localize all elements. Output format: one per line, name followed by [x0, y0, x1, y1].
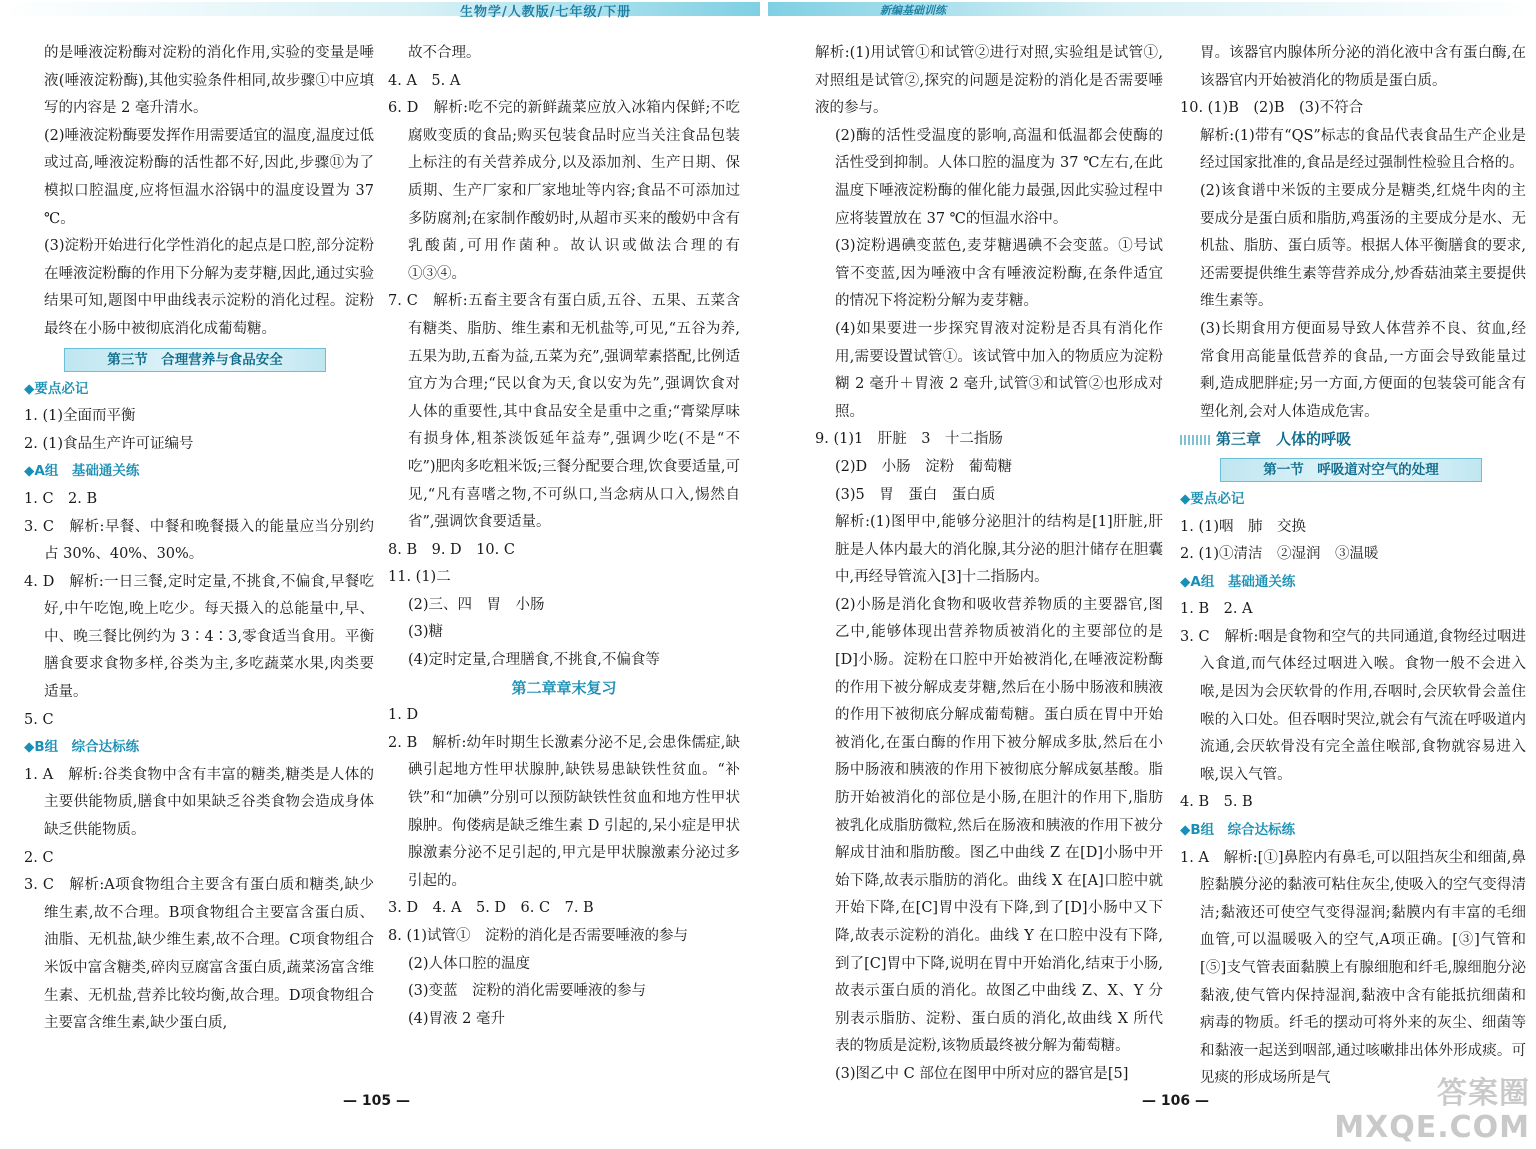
answer-item: 7. C 解析:五畜主要含有蛋白质,五谷、五果、五菜含有糖类、脂肪、维生素和无机盐等,可见,“五谷为养,五果为助,五畜为益,五菜为充”,强调荤素搭配,比例适宜方为合理;“民以食为天,食以安为先”,强调饮食对人体的重要性,其中食品安全是重中之重;“膏粱厚味有损身体,粗茶淡饭延年益寿”,强调少吃(不是“不吃”)肥肉多吃粗米饭;三餐分配要合理,饮食要适量,可见,“凡有喜嗜之物,不可纵口,当念病从口入,惕然自省”,强调饮食要适量。 — [388, 293, 740, 531]
section-heading: 第三节 合理营养与食品安全 — [64, 348, 326, 372]
subheading-yaodian: ◆要点必记 — [24, 380, 89, 397]
answer-subitem: (4)定时定量,合理膳食,不挑食,不偏食等 — [408, 652, 660, 669]
subheading-yaodian: ◆要点必记 — [1180, 490, 1245, 507]
text-paragraph: (2)该食谱中米饭的主要成分是糖类,红烧牛肉的主要成分是蛋白质和脂肪,鸡蛋汤的主要成分是水、无机盐、脂肪、蛋白质等。根据人体平衡膳食的要求,还需要提供维生素等营养成分,炒香菇油菜主要提供维生素等。 — [1200, 182, 1526, 310]
text-paragraph: 故不合理。 — [408, 45, 481, 61]
text-paragraph: (3)图乙中 C 部位在图甲中所对应的器官是[5] — [835, 1065, 1129, 1082]
answer-subitem: (2)人体口腔的温度 — [408, 955, 531, 972]
column-4 — [1180, 40, 1526, 1093]
subheading-b-group: ◆B组 综合达标练 — [24, 739, 140, 756]
answer-item: 8. (1)试管① 淀粉的消化是否需要唾液的参与 — [388, 928, 688, 944]
answer-item: 1. A 解析:[①]鼻腔内有鼻毛,可以阻挡灰尘和细菌,鼻腔黏膜分泌的黏液可粘住灰尘,使吸入的空气变得清洁;黏液还可使空气变得湿润;黏膜内有丰富的毛细血管,可以温暖吸入的空气,A项正确。[③]气管和[⑤]支气管表面黏膜上有腺细胞和纤毛,腺细胞分泌黏液,使气管内保持湿润,黏液中含有能抵抗细菌和病毒的物质。纤毛的摆动可将外来的灰尘、细菌等和黏液一起送到咽部,通过咳嗽排出体外形成痰。可见痰的形成场所是气 — [1180, 849, 1526, 1087]
answer-subitem: (2)D 小肠 淀粉 葡萄糖 — [835, 458, 1013, 475]
watermark-bottom: MXQE.COM — [1334, 1110, 1530, 1145]
text-paragraph: (3)淀粉开始进行化学性消化的起点是口腔,部分淀粉在唾液淀粉酶的作用下分解为麦芽糖,因此,通过实验结果可知,题图中甲曲线表示淀粉的消化过程。淀粉最终在小肠中被彻底消化成葡萄糖。 — [44, 238, 374, 337]
section-heading: 第一节 呼吸道对空气的处理 — [1220, 458, 1482, 482]
text-paragraph: (3)淀粉遇碘变蓝色,麦芽糖遇碘不会变蓝。①号试管不变蓝,因为唾液中含有唾液淀粉酶,在条件适宜的情况下将淀粉分解为麦芽糖。 — [835, 238, 1163, 310]
watermark-logo — [1334, 1077, 1530, 1145]
answer-item: 8. B 9. D 10. C — [388, 541, 515, 558]
text-paragraph: 解析:(1)带有“QS”标志的食品代表食品生产企业是经过国家批准的,食品是经过强制性检验且合格的。 — [1200, 127, 1526, 172]
chapter-heading — [1180, 426, 1526, 454]
subheading-a-group: ◆A组 基础通关练 — [24, 463, 140, 480]
answer-item: 2. (1)食品生产许可证编号 — [24, 435, 194, 452]
chapter-bar-icon — [1180, 435, 1210, 445]
page-number-left: — 105 — — [343, 1093, 410, 1109]
chapter-review-heading: 第二章章末复习 — [511, 678, 617, 697]
answer-item: 3. D 4. A 5. D 6. C 7. B — [388, 900, 594, 917]
answer-item: 1. (1)全面而平衡 — [24, 408, 136, 425]
answer-subitem: (3)糖 — [408, 624, 444, 641]
answer-item: 2. C — [24, 849, 54, 866]
answer-item: 9. (1)1 肝脏 3 十二指肠 — [815, 431, 1003, 448]
answer-item: 1. (1)咽 肺 交换 — [1180, 518, 1306, 535]
answer-item: 3. C 解析:咽是食物和空气的共同通道,食物经过咽进入食道,而气体经过咽进入喉。食物一般不会进入喉,是因为会厌软骨的作用,吞咽时,会厌软骨会盖住喉的入口处。但吞咽时哭泣,就会有气流在呼吸道内流通,会厌软骨没有完全盖住喉部,食物就容易进入喉,误入气管。 — [1180, 628, 1526, 783]
answer-item: 2. B 解析:幼年时期生长激素分泌不足,会患侏儒症,缺碘引起地方性甲状腺肿,缺铁易患缺铁性贫血。“补铁”和“加碘”分别可以预防缺铁性贫血和地方性甲状腺肿。佝偻病是缺乏维生素 D 引起的,呆小症是甲状腺激素分泌不足引起的,甲亢是甲状腺激素分泌过多引起的。 — [388, 734, 740, 889]
answer-item: 11. (1)二 — [388, 569, 451, 586]
answer-item: 1. C 2. B — [24, 490, 98, 507]
text-paragraph: (2)唾液淀粉酶要发挥作用需要适宜的温度,温度过低或过高,唾液淀粉酶的活性都不好,因此,步骤⑪为了模拟口腔温度,应将恒温水浴锅中的温度设置为 37 ℃。 — [44, 127, 374, 227]
column-3 — [815, 40, 1163, 1089]
answer-item: 10. (1)B (2)B (3)不符合 — [1180, 100, 1364, 117]
header-title: 生物学/人教版/七年级/下册 — [460, 5, 632, 20]
answer-subitem: (4)胃液 2 毫升 — [408, 1010, 505, 1027]
watermark-top: 答案圈 — [1437, 1076, 1530, 1111]
text-paragraph: 解析:(1)图甲中,能够分泌胆汁的结构是[1]肝脏,肝脏是人体内最大的消化腺,其分泌的胆汁储存在胆囊中,再经导管流入[3]十二指肠内。 — [835, 514, 1163, 586]
text-paragraph: (2)小肠是消化食物和吸收营养物质的主要器官,图乙中,能够体现出营养物质被消化的主要部位的是[D]小肠。淀粉在口腔中开始被消化,在唾液淀粉酶的作用下被分解成麦芽糖,然后在小肠中肠液和胰液的作用下被彻底分解成葡萄糖。蛋白质在胃中开始被消化,在蛋白酶的作用下被分解成多肽,然后在小肠中肠液和胰液的作用下被彻底分解成氨基酸。脂肪开始被消化的部位是小肠,在胆汁的作用下,脂肪被乳化成脂肪微粒,然后在肠液和胰液的作用下被分解成甘油和脂肪酸。图乙中曲线 Z 在[D]小肠中开始下降,故表示脂肪的消化。曲线 X 在[A]口腔中就开始下降,在[C]胃中没有下降,到了[D]小肠中又下降,故表示淀粉的消化。曲线 Y 在口腔中没有下降,到了[C]胃中下降,说明在胃中开始消化,结束于小肠,故表示蛋白质的消化。故图乙中曲线 Z、X、Y 分别表示脂肪、淀粉、蛋白质的消化,故曲线 X 所代表的物质是淀粉,该物质最终被分解为葡萄糖。 — [835, 596, 1163, 1055]
text-paragraph: (4)如果要进一步探究胃液对淀粉是否具有消化作用,需要设置试管①。该试管中加入的物质应为淀粉糊 2 毫升＋胃液 2 毫升,试管③和试管②也形成对照。 — [835, 320, 1163, 420]
header-band-left — [0, 2, 760, 16]
text-paragraph: 解析:(1)用试管①和试管②进行对照,实验组是试管①,对照组是试管②,探究的问题是淀粉的消化是否需要唾液的参与。 — [815, 45, 1163, 117]
answer-item: 2. (1)①清洁 ②湿润 ③温暖 — [1180, 546, 1379, 563]
subheading-b-group: ◆B组 综合达标练 — [1180, 822, 1296, 839]
answer-subitem: (3)5 胃 蛋白 蛋白质 — [835, 486, 996, 503]
text-paragraph: 的是唾液淀粉酶对淀粉的消化作用,实验的变量是唾液(唾液淀粉酶),其他实验条件相同,故步骤①中应填写的内容是 2 毫升清水。 — [44, 45, 374, 117]
header-band — [0, 0, 1536, 20]
answer-item: 4. A 5. A — [388, 72, 461, 89]
answer-item: 3. C 解析:早餐、中餐和晚餐摄入的能量应当分别约占 30%、40%、30%。 — [24, 518, 374, 563]
page-number-right: — 106 — — [1142, 1093, 1209, 1109]
answer-item: 6. D 解析:吃不完的新鲜蔬菜应放入冰箱内保鲜;不吃腐败变质的食品;购买包装食品时应当关注食品包装上标注的有关营养成分,以及添加剂、生产日期、保质期、生产厂家和厂家地址等内容;食品不可添加过多防腐剂;在家制作酸奶时,从超市买来的酸奶中含有乳酸菌,可用作菌种。故认识或做法合理的有①③④。 — [388, 100, 740, 282]
answer-item: 1. A 解析:谷类食物中含有丰富的糖类,糖类是人体的主要供能物质,膳食中如果缺乏谷类食物会造成身体缺乏供能物质。 — [24, 766, 374, 839]
text-paragraph: (3)长期食用方便面易导致人体营养不良、贫血,经常食用高能量低营养的食品,一方面会导致能量过剩,造成肥胖症;另一方面,方便面的包装袋可能含有塑化剂,会对人体造成危害。 — [1200, 320, 1526, 420]
chapter-heading-label: 第三章 人体的呼吸 — [1216, 430, 1352, 449]
column-2 — [388, 40, 740, 1033]
answer-item: 4. B 5. B — [1180, 794, 1253, 811]
column-1 — [24, 40, 374, 1038]
answer-item: 4. D 解析:一日三餐,定时定量,不挑食,不偏食,早餐吃好,中午吃饱,晚上吃少。每天摄入的总能量中,早、中、晚三餐比例约为 3∶4∶3,零食适当食用。平衡膳食要求食物多样,谷类为主,多吃蔬菜水果,肉类要适量。 — [24, 573, 374, 701]
answer-item: 3. C 解析:A项食物组合主要含有蛋白质和糖类,缺少维生素,故不合理。B项食物组合主要富含蛋白质、油脂、无机盐,缺少维生素,故不合理。C项食物组合米饭中富含糖类,碎肉豆腐富含蛋白质,蔬菜汤富含维生素、无机盐,营养比较均衡,故合理。D项食物组合主要富含维生素,缺少蛋白质, — [24, 877, 374, 1032]
header-series: 新编基础训练 — [880, 4, 946, 17]
answer-item: 5. C — [24, 711, 54, 728]
answer-subitem: (3)变蓝 淀粉的消化需要唾液的参与 — [408, 983, 647, 1000]
answer-item: 1. B 2. A — [1180, 601, 1253, 618]
subheading-a-group: ◆A组 基础通关练 — [1180, 573, 1296, 590]
answer-subitem: (2)三、四 胃 小肠 — [408, 596, 545, 613]
text-paragraph: (2)酶的活性受温度的影响,高温和低温都会使酶的活性受到抑制。人体口腔的温度为 37 ℃左右,在此温度下唾液淀粉酶的催化能力最强,因此实验过程中应将装置放在 37 ℃的恒温水浴中。 — [835, 127, 1163, 227]
answer-item: 1. D — [388, 707, 419, 724]
text-paragraph: 胃。该器官内腺体所分泌的消化液中含有蛋白酶,在该器官内开始被消化的物质是蛋白质。 — [1200, 45, 1526, 89]
